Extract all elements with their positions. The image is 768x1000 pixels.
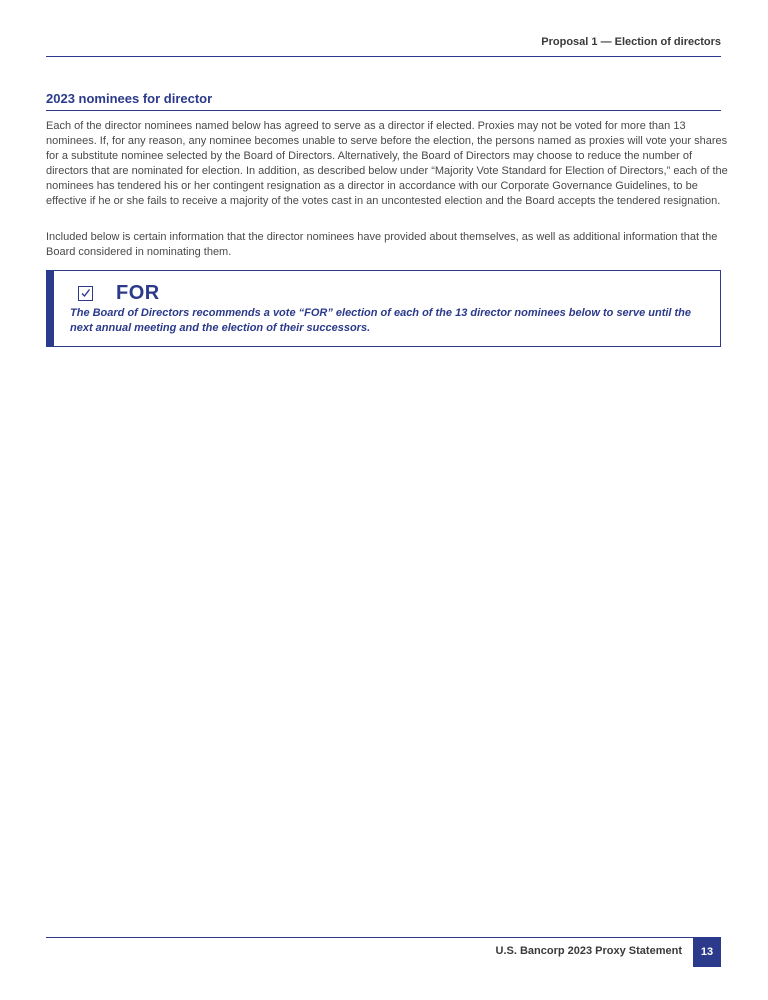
footer-divider xyxy=(46,937,721,938)
recommendation-text: The Board of Directors recommends a vote “FOR” election of each of the 13 director nominees below to serve until the next annual meeting and the election of their successors. xyxy=(70,307,692,334)
body-paragraph-2: Included below is certain information that the director nominees have provided about themselves, as well as additional information that the Board considered in nominating them. xyxy=(46,231,718,258)
page-number: 13 xyxy=(693,937,721,967)
vote-for-label: FOR xyxy=(116,282,160,304)
checkbox-checked-icon xyxy=(78,286,93,301)
footer-publication-title: U.S. Bancorp 2023 Proxy Statement xyxy=(495,945,682,957)
recommendation-callout xyxy=(46,270,721,347)
section-title: 2023 nominees for director xyxy=(46,91,721,111)
running-header: Proposal 1 — Election of directors xyxy=(46,36,721,57)
body-paragraph-1: Each of the director nominees named below has agreed to serve as a director if elected. Proxies may not be voted for more than 13 nominees. If, for any reason, any nominee becomes unable to serve before the election, the persons named as proxies will vote your shares for a substitute nominee selected by the Board of Directors. Alternatively, the Board of Directors may choose to reduce the number of directors that are nominated for election. In addition, as described below under “Majority Vote Standard for Election of Directors,” each of the nominees has tendered his or her contingent resignation as a director in accordance with our Corporate Governance Guidelines, to be effective if he or she fails to receive a majority of the votes cast in an uncontested election and the Board accepts the tendered resignation. xyxy=(46,120,728,207)
